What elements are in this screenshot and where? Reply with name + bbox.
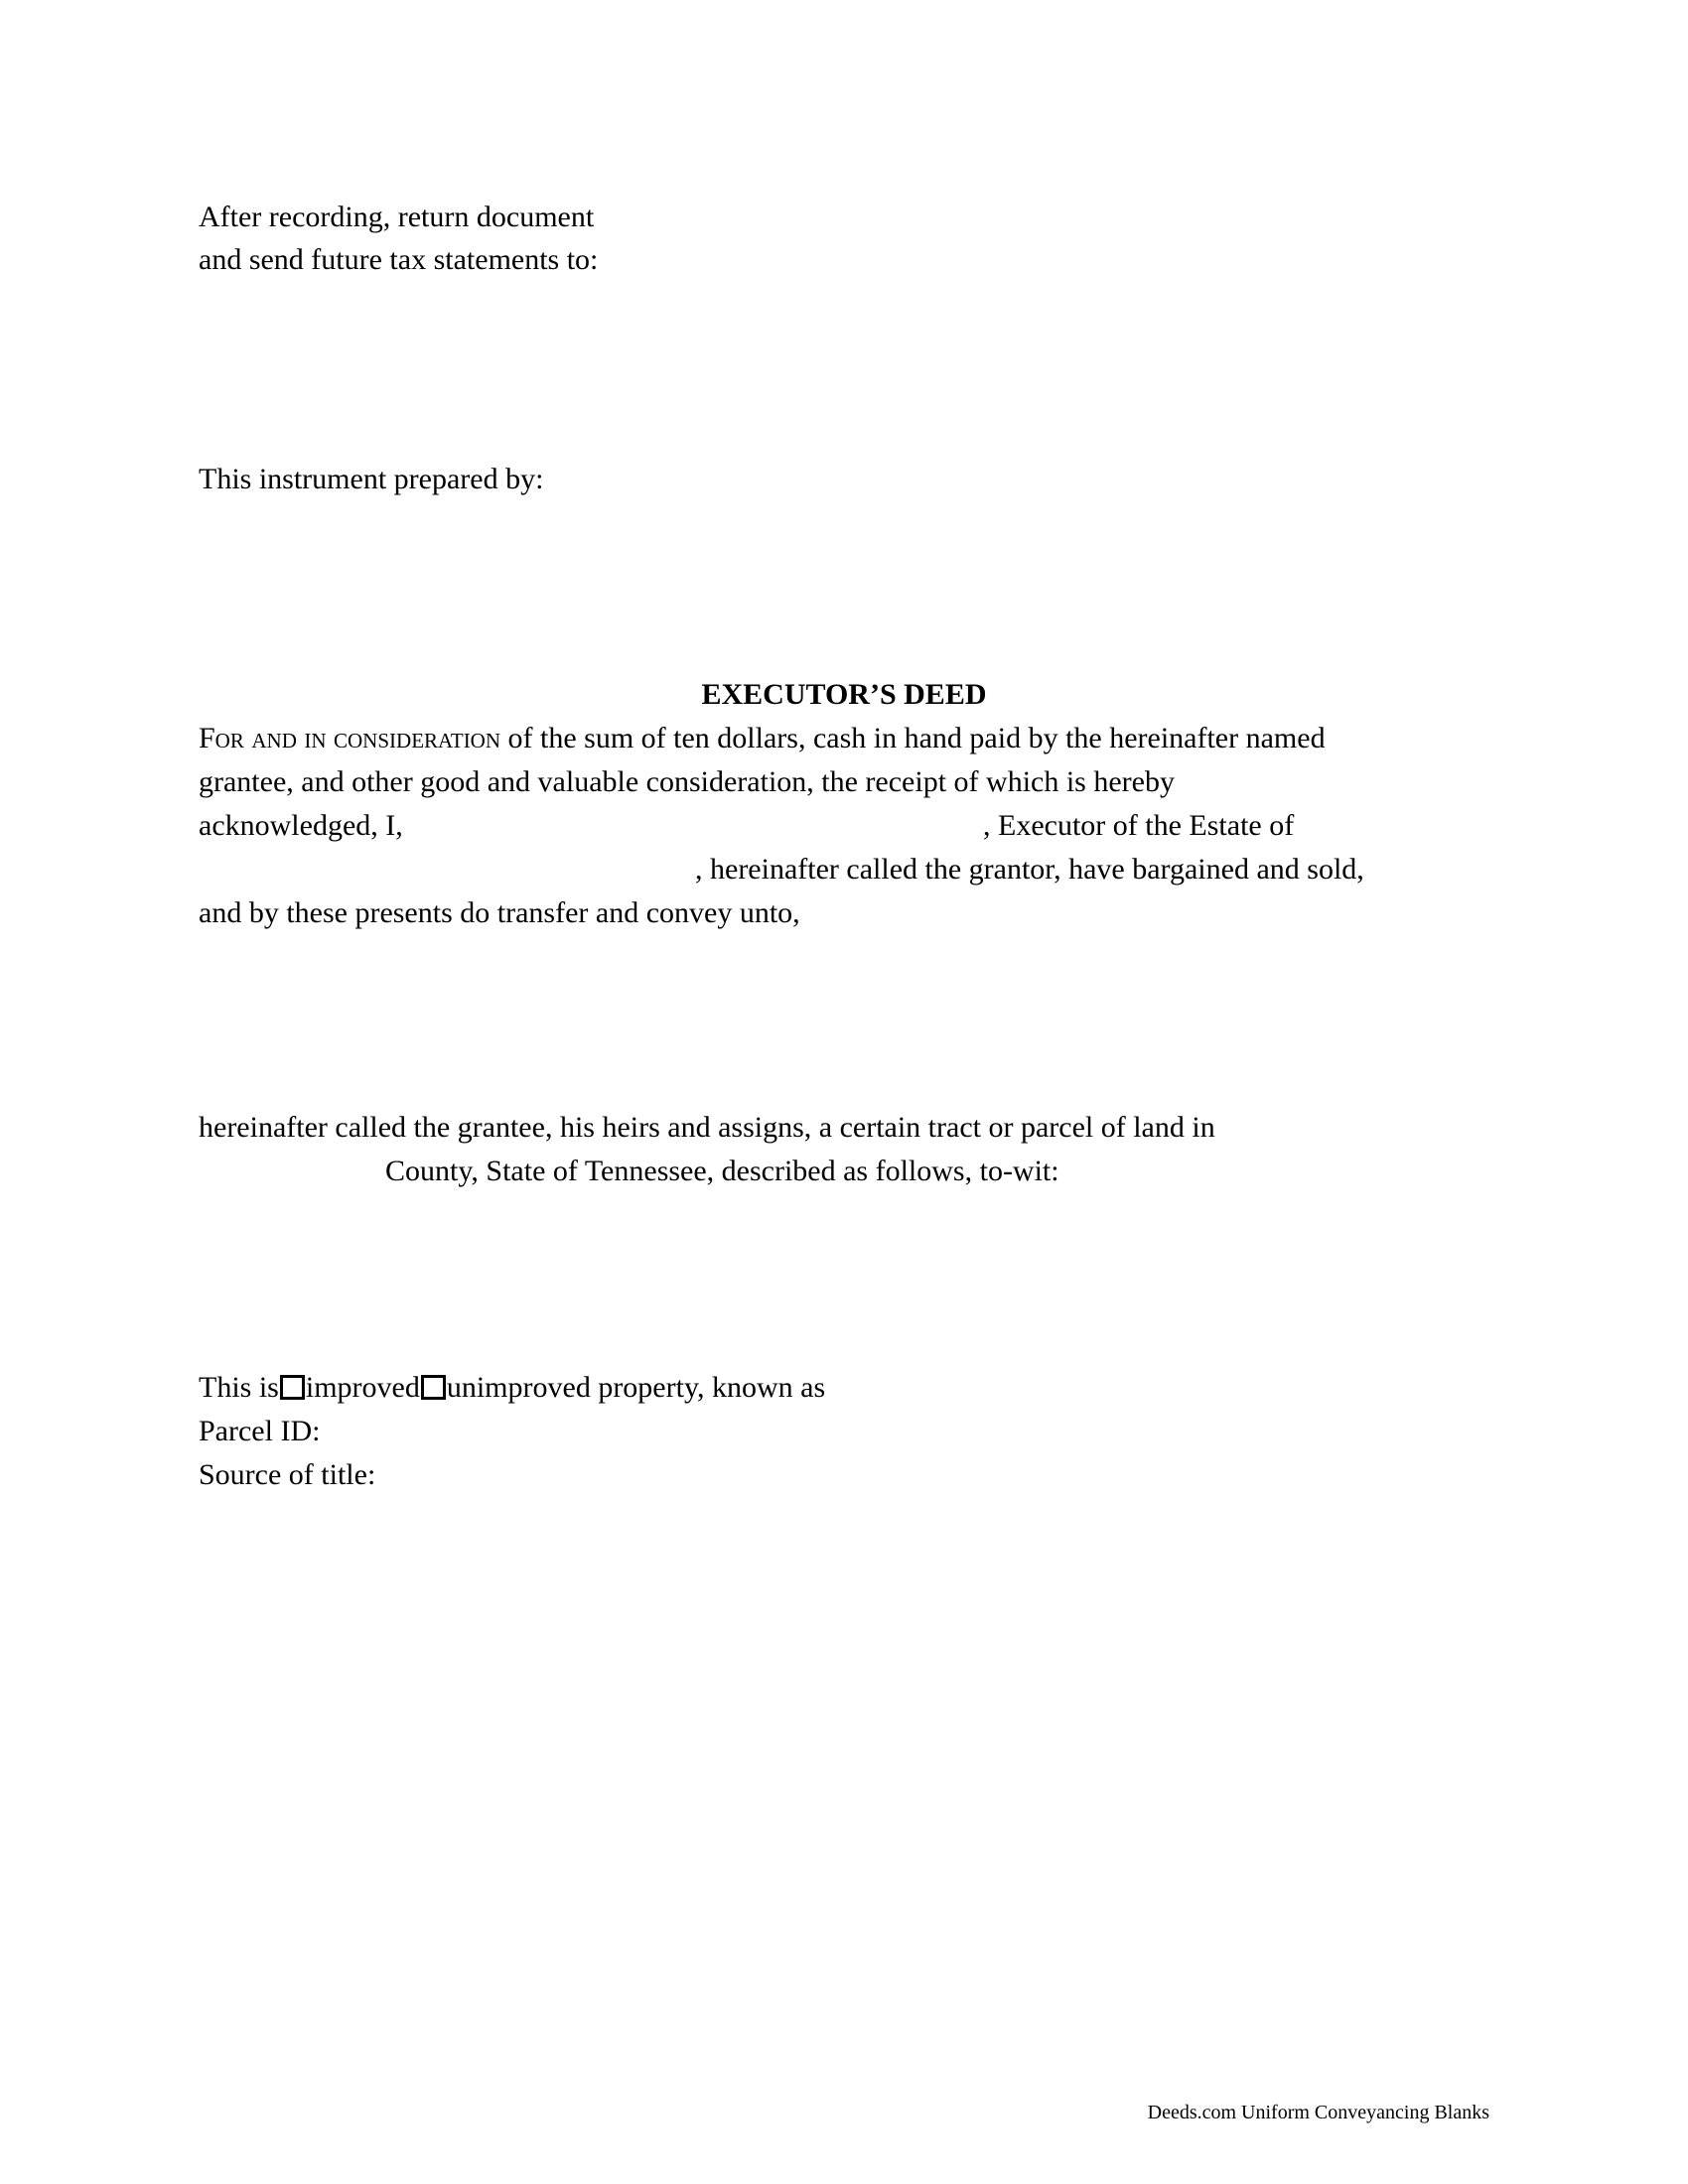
consideration-line-2: grantee, and other good and valuable consideration, the receipt of which is hereby — [199, 765, 1175, 798]
improved-label: improved — [305, 1371, 420, 1404]
return-address-line-1: After recording, return document — [199, 201, 595, 233]
grantee-line-1: hereinafter called the grantee, his heirs and assigns, a certain tract or parcel of land in — [199, 1111, 1215, 1144]
unimproved-checkbox[interactable] — [421, 1375, 446, 1400]
improved-checkbox[interactable] — [280, 1375, 305, 1400]
footer-credit: Deeds.com Uniform Conveyancing Blanks — [1147, 2102, 1489, 2123]
consideration-line-4: , hereinafter called the grantor, have bargained and sold, — [695, 853, 1364, 886]
return-address-line-2: and send future tax statements to: — [199, 243, 599, 276]
consideration-line-1-rest: of the sum of ten dollars, cash in hand paid by the hereinafter named — [500, 722, 1326, 754]
consideration-lead: For and in consideration — [199, 722, 501, 754]
consideration-line-3b: , Executor of the Estate of — [983, 809, 1295, 842]
prepared-by-label: This instrument prepared by: — [199, 463, 544, 495]
document-title: EXECUTOR’S DEED — [701, 678, 987, 711]
unimproved-label: unimproved property, known as — [446, 1371, 826, 1404]
property-type-prefix: This is — [199, 1371, 279, 1404]
parcel-id-label: Parcel ID: — [199, 1415, 321, 1447]
consideration-line-1 — [199, 717, 1326, 760]
property-type-line — [199, 1366, 825, 1410]
source-of-title-label: Source of title: — [199, 1458, 376, 1491]
consideration-line-3a: acknowledged, I, — [199, 809, 403, 842]
grantee-line-2: County, State of Tennessee, described as follows, to-wit: — [385, 1155, 1059, 1187]
consideration-line-5: and by these presents do transfer and convey unto, — [199, 896, 800, 929]
